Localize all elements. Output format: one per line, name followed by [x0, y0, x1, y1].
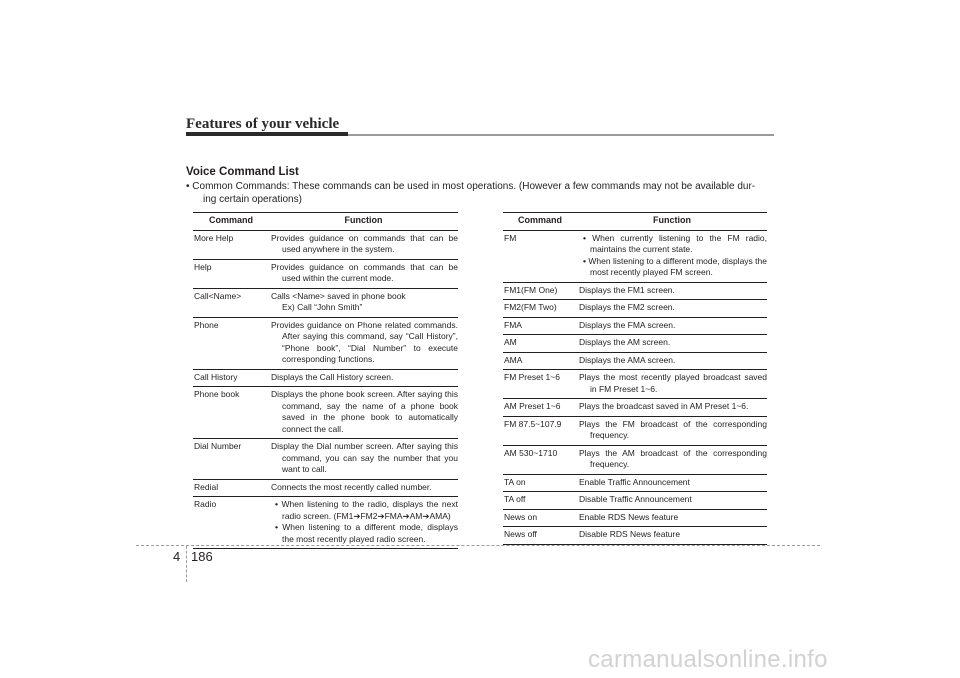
table-row: [503, 527, 767, 545]
function-cell: [577, 416, 767, 445]
column-header-function: Function: [269, 213, 458, 231]
command-cell: AM Preset 1~6: [503, 399, 577, 417]
header-rule-gray: [348, 134, 774, 136]
table-row: [503, 230, 767, 282]
function-text: Displays the FM1 screen.: [579, 284, 675, 295]
function-cell: [269, 317, 458, 369]
bullet-text: When currently listening to the FM radio, maintains the current state.: [590, 232, 767, 254]
function-text: Enable Traffic Announcement: [579, 476, 690, 487]
section-title: Voice Command List: [186, 166, 299, 178]
watermark: carmanualsonline.info: [588, 646, 828, 673]
function-text: Display the Dial number screen. After saying this command, you can say the number that you want to call.: [271, 441, 458, 474]
table-row: [193, 439, 458, 480]
table-row: [193, 230, 458, 259]
function-text: Plays the most recently played broadcast saved in FM Preset 1~6.: [579, 372, 767, 394]
function-cell: [577, 509, 767, 527]
command-cell: More Help: [193, 230, 269, 259]
function-cell: [577, 399, 767, 417]
chapter-number: 4: [173, 549, 181, 564]
table-row: [503, 492, 767, 510]
function-text: Disable RDS News feature: [579, 529, 681, 539]
function-text: Provides guidance on Phone related commands. After saying this command, say “Call History”, “Phone book”, “Dial Number” to execute corresponding functions.: [271, 319, 458, 364]
function-cell: [269, 369, 458, 387]
table-row: [503, 416, 767, 445]
command-cell: TA off: [503, 492, 577, 510]
table-row: [193, 288, 458, 317]
function-cell: [577, 370, 767, 399]
function-cell: [269, 439, 458, 480]
function-cell: [577, 300, 767, 318]
function-cell: [269, 288, 458, 317]
command-cell: Help: [193, 259, 269, 288]
table-row: [503, 300, 767, 318]
function-text: Plays the AM broadcast of the corresponding frequency.: [579, 447, 767, 469]
bullet-item: • When listening to a different mode, displays the most recently played FM screen.: [583, 255, 767, 277]
function-cell: [577, 474, 767, 492]
command-cell: AMA: [503, 352, 577, 370]
page-number: 186: [191, 549, 213, 564]
command-cell: News off: [503, 527, 577, 545]
function-cell: [577, 335, 767, 353]
function-text: Provides guidance on commands that can be used within the current mode.: [271, 261, 458, 283]
function-text: Provides guidance on commands that can be used anywhere in the system.: [271, 232, 458, 254]
function-text: Disable Traffic Announcement: [579, 494, 692, 504]
table-row: [193, 259, 458, 288]
function-cell: [577, 282, 767, 300]
command-cell: News on: [503, 509, 577, 527]
bullet-text: When listening to a different mode, displays the most recently played radio screen.: [282, 522, 458, 544]
bullet-item: • When listening to the radio, displays the next radio screen. (FM1➔FM2➔FMA➔AM➔AMA): [275, 499, 458, 521]
function-cell: [269, 387, 458, 439]
command-cell: Phone: [193, 317, 269, 369]
column-header-function: Function: [577, 213, 767, 231]
intro-paragraph: [186, 181, 774, 206]
command-cell: FM2(FM Two): [503, 300, 577, 318]
intro-line-2: ing certain operations): [203, 193, 302, 205]
command-cell: FM Preset 1~6: [503, 370, 577, 399]
command-cell: Redial: [193, 479, 269, 497]
function-cell: [269, 497, 458, 549]
bullet-item: • When listening to a different mode, displays the most recently played radio screen.: [275, 522, 458, 544]
table-row: [193, 387, 458, 439]
function-cell: [269, 479, 458, 497]
table-header-row: [503, 213, 767, 231]
command-cell: Phone book: [193, 387, 269, 439]
command-cell: AM: [503, 335, 577, 353]
table-header-row: [193, 213, 458, 231]
table-row: [193, 497, 458, 549]
header-rule-dark: [186, 132, 348, 136]
command-cell: Dial Number: [193, 439, 269, 480]
function-text: Displays the FM2 screen.: [579, 302, 675, 312]
function-text: Plays the FM broadcast of the corresponding frequency.: [579, 418, 767, 440]
bullet-text: When listening to a different mode, displays the most recently played FM screen.: [588, 255, 767, 277]
function-text: Plays the broadcast saved in AM Preset 1~6.: [579, 401, 749, 411]
function-cell: [577, 527, 767, 545]
footer-vertical-rule: [186, 546, 187, 582]
command-cell: FM 87.5~107.9: [503, 416, 577, 445]
command-cell: Call<Name>: [193, 288, 269, 317]
function-cell: [577, 230, 767, 282]
header-title: Features of your vehicle: [186, 116, 340, 132]
common-commands-table: [193, 212, 458, 549]
table-row: [503, 509, 767, 527]
command-cell: Radio: [193, 497, 269, 549]
function-cell: [577, 492, 767, 510]
table-row: [503, 282, 767, 300]
command-cell: TA on: [503, 474, 577, 492]
bullet-text: When listening to the radio, displays the next radio screen. (FM1➔FM2➔FMA➔AM➔AMA): [281, 499, 458, 521]
function-text: Displays the phone book screen. After saying this command, say the name of a phone book saved in the phone book to automatically connect the call.: [271, 389, 458, 434]
table-row: [503, 317, 767, 335]
table-row: [193, 317, 458, 369]
function-text: Enable RDS News feature: [579, 511, 679, 522]
function-cell: [577, 445, 767, 474]
table-row: [503, 474, 767, 492]
function-cell: [269, 230, 458, 259]
column-header-command: Command: [503, 213, 577, 231]
function-text: Displays the FMA screen.: [579, 319, 676, 330]
function-text: Connects the most recently called number.: [271, 481, 432, 492]
table-row: [503, 352, 767, 370]
command-cell: AM 530~1710: [503, 445, 577, 474]
bullet-item: • When currently listening to the FM radio, maintains the current state.: [583, 232, 767, 254]
table-row: [503, 335, 767, 353]
function-cell: [269, 259, 458, 288]
function-cell: [577, 317, 767, 335]
table-row: [503, 399, 767, 417]
table-row: [193, 479, 458, 497]
table-row: [503, 445, 767, 474]
table-row: [193, 369, 458, 387]
function-text: Displays the AMA screen.: [579, 354, 676, 365]
command-cell: FMA: [503, 317, 577, 335]
column-header-command: Command: [193, 213, 269, 231]
radio-commands-table: [503, 212, 767, 545]
command-cell: FM: [503, 230, 577, 282]
function-text: Calls <Name> saved in phone book: [271, 290, 406, 301]
function-example: Ex) Call “John Smith”: [282, 302, 363, 312]
function-text: Displays the Call History screen.: [271, 371, 394, 382]
command-cell: Call History: [193, 369, 269, 387]
function-cell: [577, 352, 767, 370]
intro-line-1: • Common Commands: These commands can be used in most operations. (However a few commands may not be available dur-: [186, 181, 756, 192]
footer-rule: [136, 545, 820, 546]
function-text: Displays the AM screen.: [579, 337, 671, 347]
command-cell: FM1(FM One): [503, 282, 577, 300]
table-row: [503, 370, 767, 399]
